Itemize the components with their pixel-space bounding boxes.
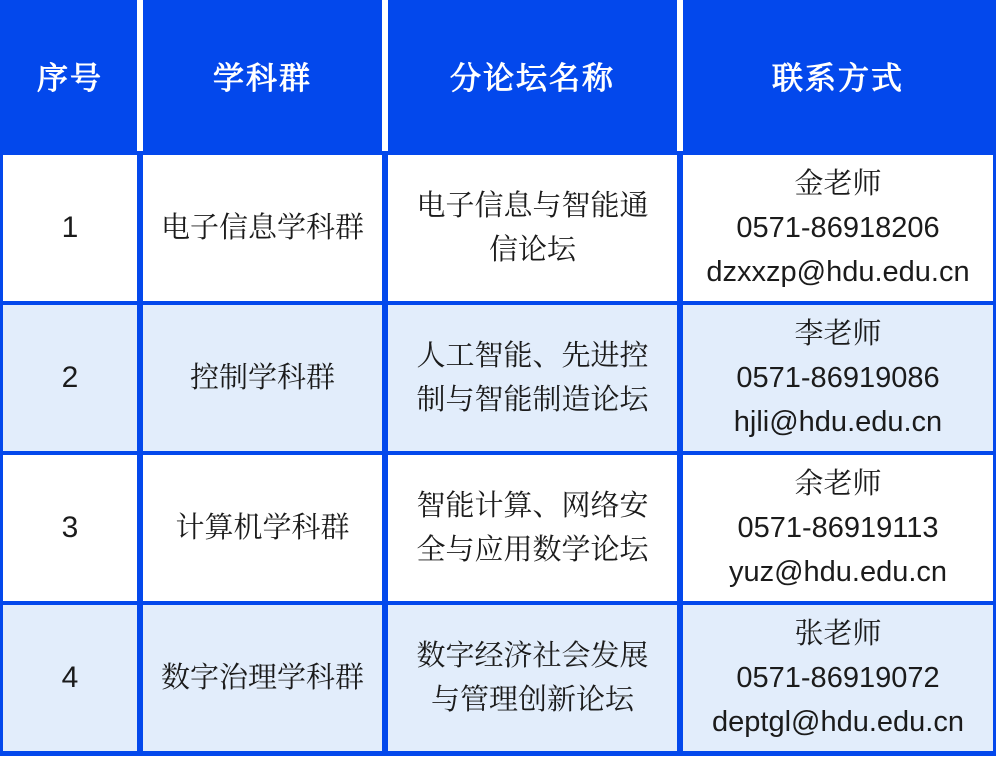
forum-name-line: 人工智能、先进控	[416, 340, 649, 372]
cell-index	[3, 301, 137, 451]
contact-phone: 0571-86918206	[736, 212, 940, 244]
header-cell-group	[137, 0, 382, 151]
cell-contact	[677, 151, 993, 301]
row-index: 4	[61, 661, 79, 694]
cell-index	[3, 151, 137, 301]
cell-contact	[677, 451, 993, 601]
cell-forum	[382, 301, 677, 451]
header-label-contact: 联系方式	[772, 61, 904, 96]
forum-name-line: 智能计算、网络安	[416, 490, 649, 522]
forum-name-line: 与管理创新论坛	[430, 684, 634, 716]
contact-email: hjli@hdu.edu.cn	[733, 406, 943, 438]
contact-name: 李老师	[794, 318, 882, 350]
header-cell-contact	[677, 0, 993, 151]
cell-index	[3, 601, 137, 751]
group-name: 电子信息学科群	[160, 212, 364, 244]
contact-name: 金老师	[794, 168, 882, 200]
header-label-index: 序号	[37, 61, 103, 96]
forum-name-line: 信论坛	[488, 234, 576, 266]
row-index: 3	[61, 511, 79, 544]
cell-index	[3, 451, 137, 601]
header-label-group: 学科群	[213, 61, 312, 96]
contact-name: 张老师	[794, 618, 882, 650]
cell-group	[137, 451, 382, 601]
group-name: 计算机学科群	[175, 512, 350, 544]
group-name: 数字治理学科群	[160, 662, 364, 694]
cell-contact	[677, 601, 993, 751]
header-label-forum: 分论坛名称	[450, 61, 615, 96]
contact-email: yuz@hdu.edu.cn	[728, 556, 948, 588]
cell-group	[137, 151, 382, 301]
header-cell-index	[3, 0, 137, 151]
contact-phone: 0571-86919086	[736, 362, 940, 394]
row-index: 1	[61, 211, 79, 244]
forum-name-line: 电子信息与智能通	[416, 190, 649, 222]
contact-email: deptgl@hdu.edu.cn	[712, 706, 964, 738]
forum-name-line: 数字经济社会发展	[416, 640, 649, 672]
cell-group	[137, 601, 382, 751]
contact-phone: 0571-86919113	[737, 512, 939, 544]
forum-name-line: 制与智能制造论坛	[416, 384, 649, 416]
group-name: 控制学科群	[189, 362, 335, 394]
cell-forum	[382, 151, 677, 301]
row-index: 2	[61, 361, 79, 394]
contact-email: dzxxzp@hdu.edu.cn	[706, 256, 970, 288]
header-cell-forum	[382, 0, 677, 151]
cell-group	[137, 301, 382, 451]
contact-name: 余老师	[794, 468, 882, 500]
forum-name-line: 全与应用数学论坛	[416, 534, 649, 566]
cell-forum	[382, 601, 677, 751]
cell-contact	[677, 301, 993, 451]
cell-forum	[382, 451, 677, 601]
contact-phone: 0571-86919072	[736, 662, 940, 694]
